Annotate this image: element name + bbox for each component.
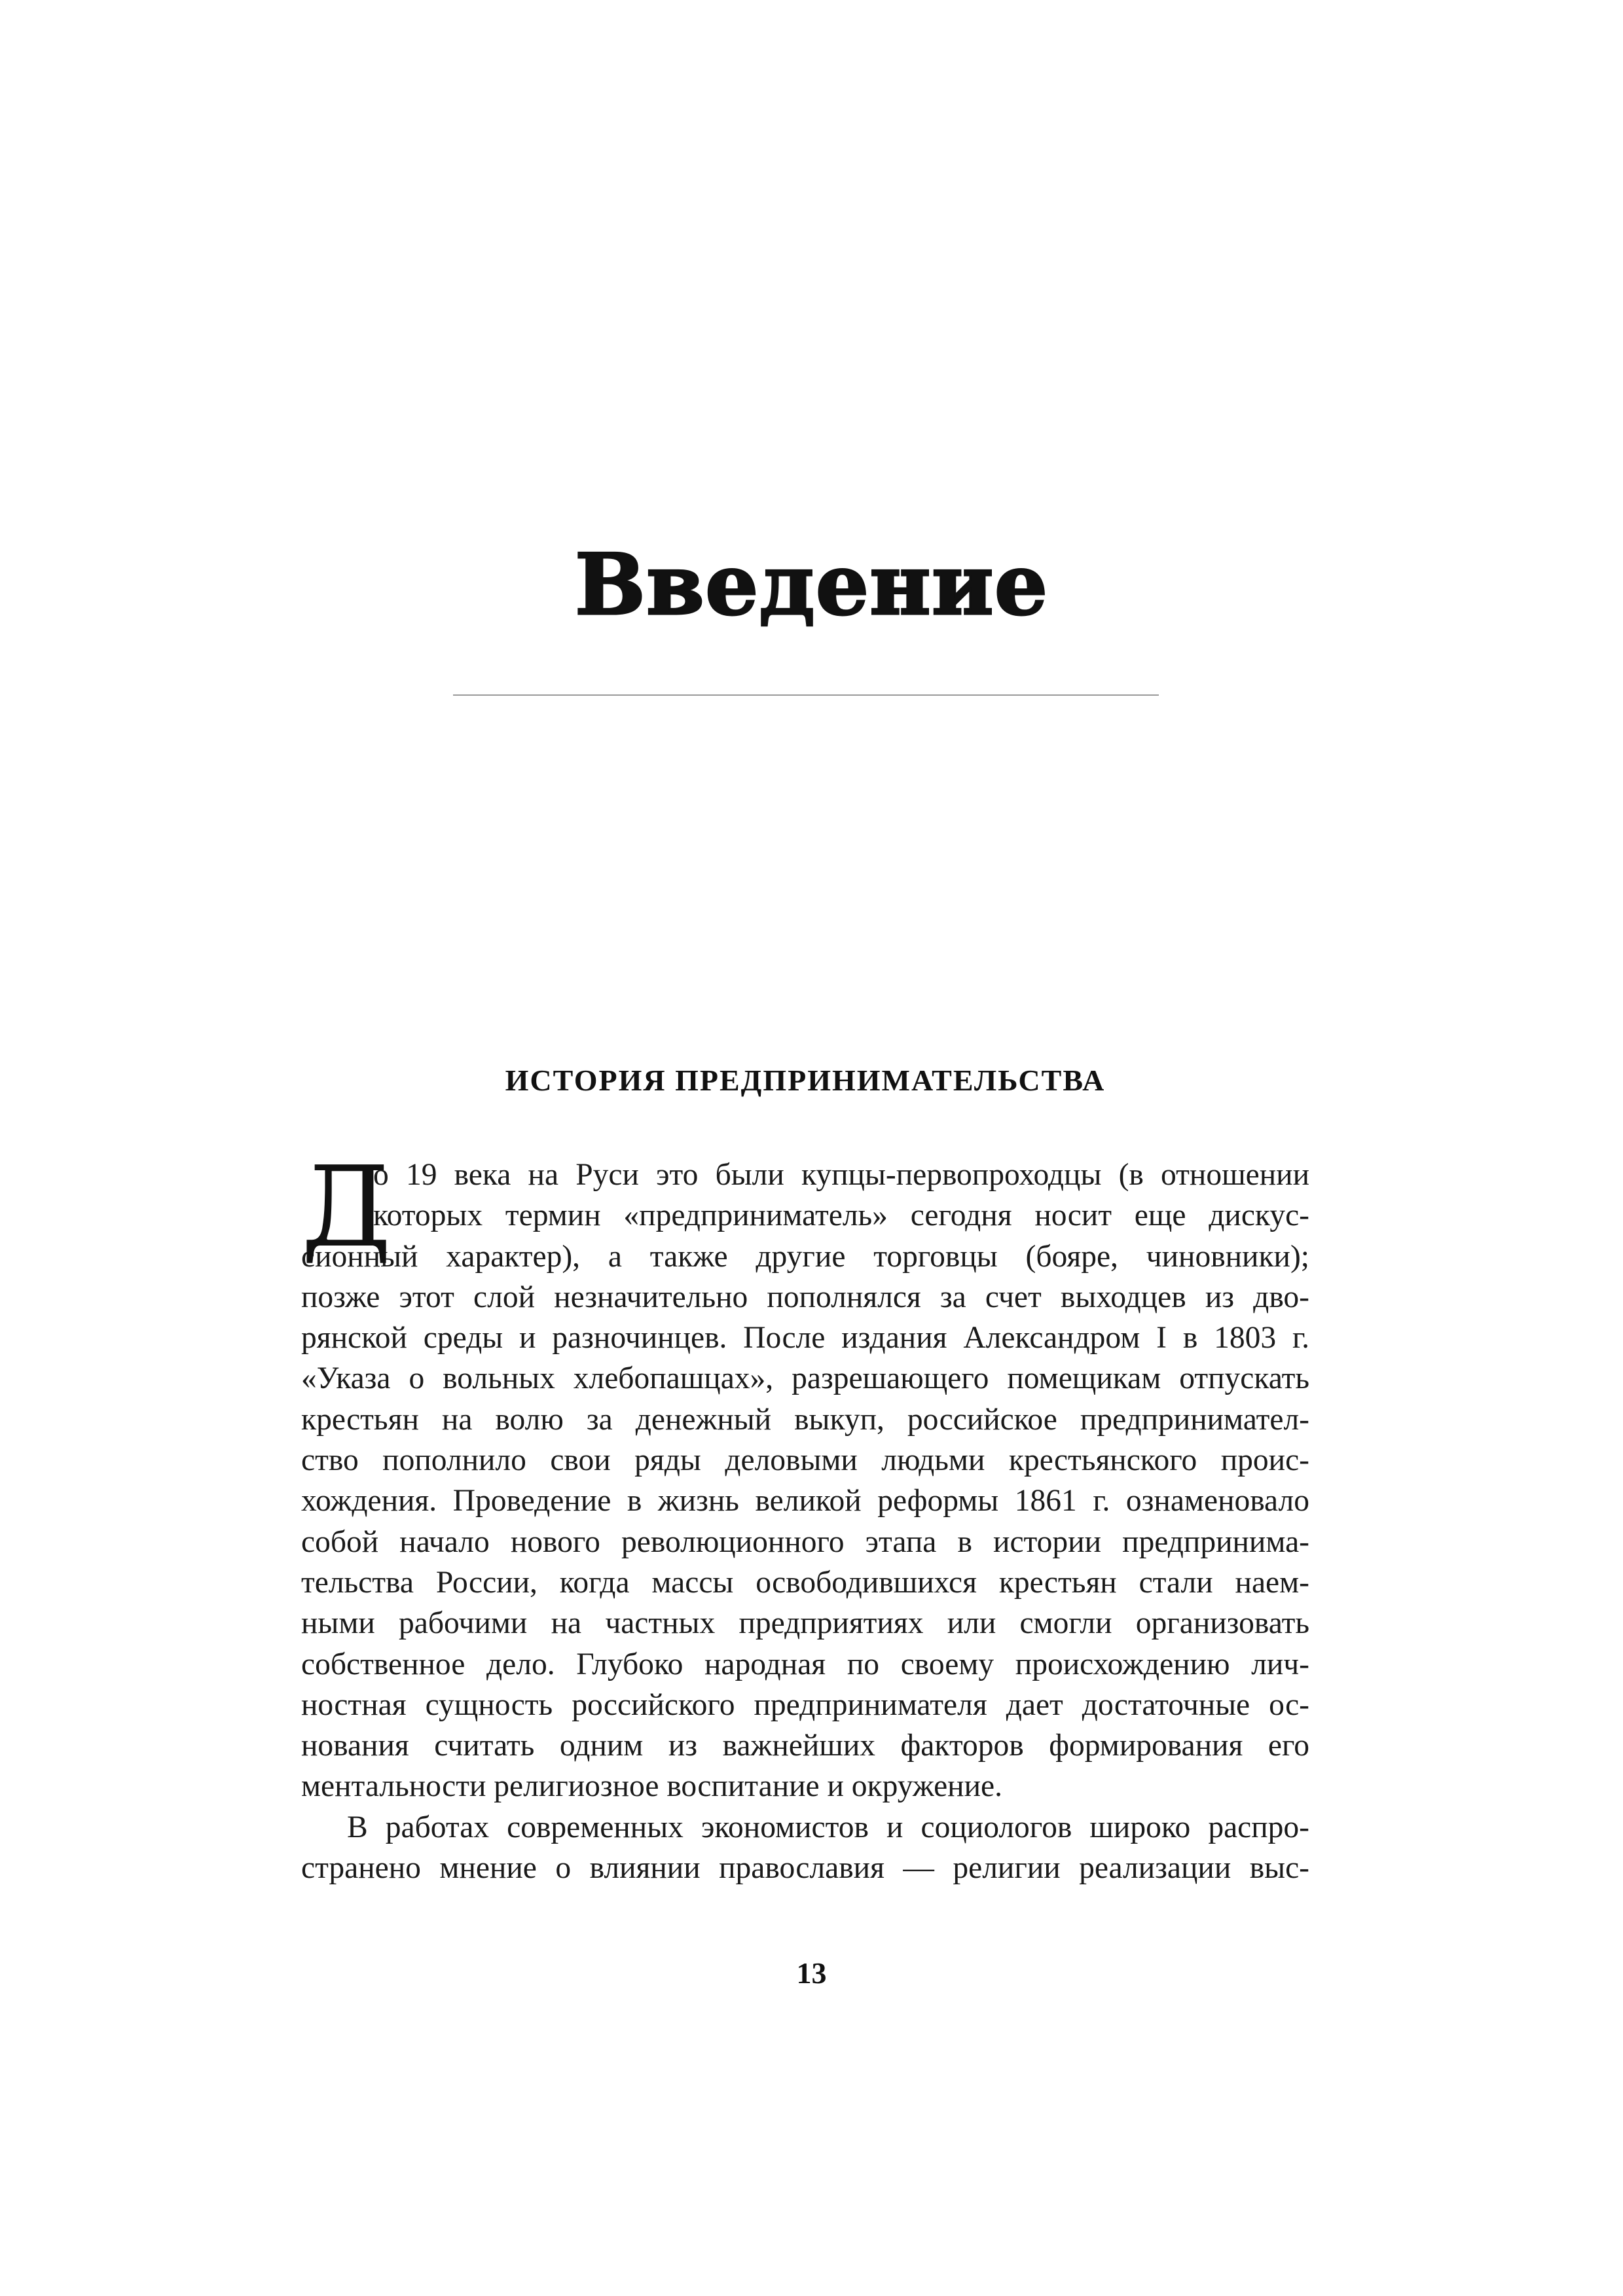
text-line: позже этот слой незначительно пополнялся за счет выходцев из дво- (301, 1280, 1309, 1314)
text-line: В работах современных экономистов и социологов широко распро- (347, 1810, 1309, 1844)
text-line: которых термин «предприниматель» сегодня носит еще дискус- (373, 1198, 1309, 1233)
text-line: нования считать одним из важнейших факторов формирования его (301, 1729, 1309, 1763)
paragraph-1 (301, 1143, 1309, 1807)
text-line: крестьян на волю за денежный выкуп, российское предпринимател- (301, 1402, 1309, 1437)
text-line: хождения. Проведение в жизнь великой реформы 1861 г. ознаменовало (301, 1484, 1309, 1518)
title-divider (453, 694, 1159, 696)
body-text (301, 1143, 1309, 1888)
text-line: ство пополнило свои ряды деловыми людьми крестьянского проис- (301, 1443, 1309, 1478)
text-line: «Указа о вольных хлебопашцах», разрешающего помещикам отпускать (301, 1361, 1309, 1396)
text-line: собственное дело. Глубоко народная по своему происхождению лич- (301, 1647, 1309, 1681)
text-line: странено мнение о влиянии православия — религии реализации выс- (301, 1851, 1309, 1886)
text-line: собой начало нового революционного этапа в истории предпринима- (301, 1524, 1309, 1559)
section-heading: ИСТОРИЯ ПРЕДПРИНИМАТЕЛЬСТВА (505, 1064, 1106, 1097)
chapter-title: Введение (574, 536, 1049, 634)
page-number: 13 (796, 1956, 827, 1990)
text-line: ными рабочими на частных предприятиях или смогли организовать (301, 1606, 1309, 1641)
paragraph-2 (301, 1807, 1309, 1889)
text-line: ментальности религиозное воспитание и окружение. (301, 1769, 1002, 1804)
text-line: тельства России, когда массы освободившихся крестьян стали наем- (301, 1565, 1309, 1600)
text-line: рянской среды и разночинцев. После издания Александром I в 1803 г. (301, 1321, 1309, 1355)
text-line: ностная сущность российского предпринимателя дает достаточные ос- (301, 1687, 1309, 1722)
drop-cap: Д (301, 1143, 392, 1272)
text-line: о 19 века на Руси это были купцы-первопроходцы (в отношении (373, 1158, 1309, 1192)
text-line: сионный характер), а также другие торговцы (бояре, чиновники); (301, 1239, 1309, 1274)
